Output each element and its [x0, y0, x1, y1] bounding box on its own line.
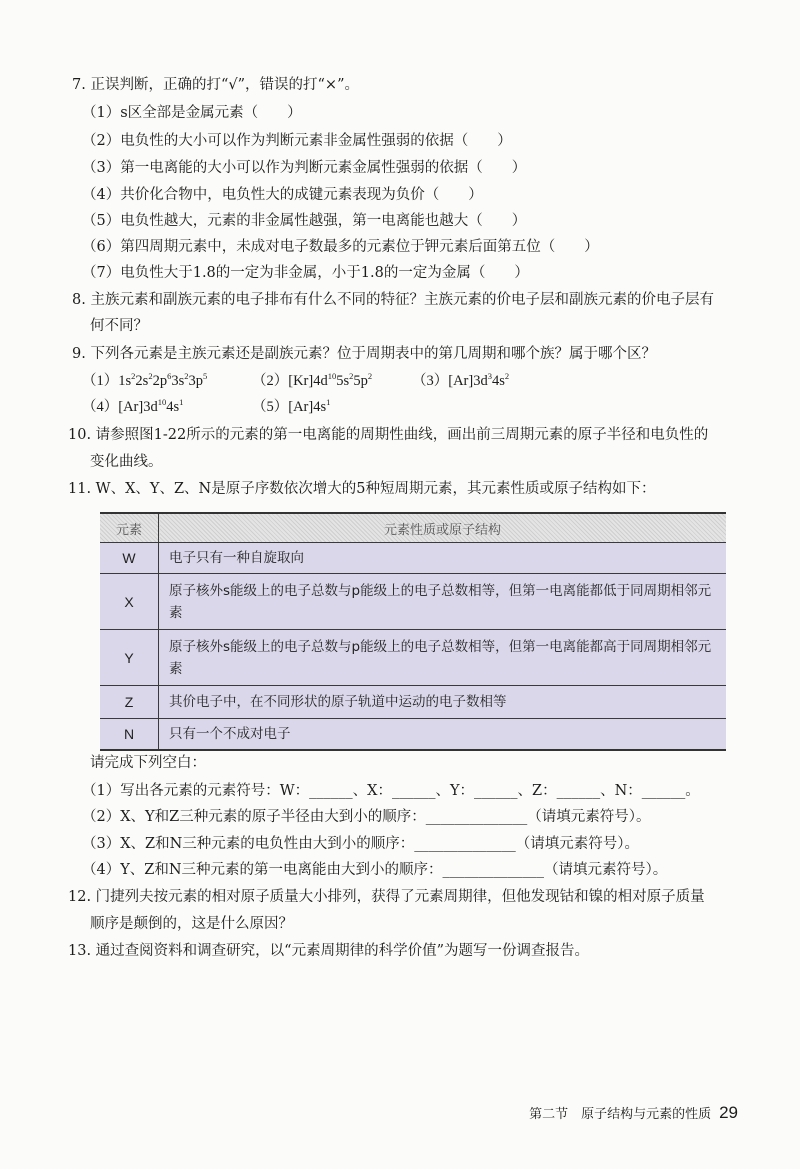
table-row: [100, 719, 726, 751]
config-label: （5）: [252, 399, 289, 415]
question-13: 13. 通过查阅资料和调查研究，以“元素周期律的科学价值”为题写一份调查报告。: [68, 943, 589, 959]
question-7-title: 7. 正误判断，正确的打“√”，错误的打“×”。: [72, 77, 359, 93]
element-description: 原子核外s能级上的电子总数与p能级上的电子总数相等，但第一电离能都高于同周期相邻元素: [159, 630, 727, 686]
question-7-item-3: （3）第一电离能的大小可以作为判断元素金属性强弱的依据（ ）: [82, 160, 527, 176]
question-7-item-5: （5）电负性越大，元素的非金属性越强，第一电离能也越大（ ）: [82, 213, 527, 229]
config-label: （4）: [82, 399, 119, 415]
question-8-line-2: 何不同？: [90, 318, 148, 334]
element-description: 其价电子中，在不同形状的原子轨道中运动的电子数相等: [159, 686, 727, 719]
table-row: [100, 686, 726, 719]
table-header-element: 元素: [100, 513, 159, 543]
config-3: $(3)[Ar]3d^34s^2$: [412, 371, 510, 389]
config-label: （1）: [82, 373, 119, 389]
question-11-blank-1: （1）写出各元素的元素符号：W：______、X：______、Y：______、Z：______、N：______。: [82, 783, 700, 799]
page-footer: [529, 1103, 738, 1123]
element-symbol: X: [100, 574, 159, 630]
table-row: [100, 574, 726, 630]
page-number: 29: [719, 1103, 738, 1122]
element-description: 原子核外s能级上的电子总数与p能级上的电子总数相等，但第一电离能都低于同周期相邻元素: [159, 574, 727, 630]
config-1: $(1)1s^22s^22p^63s^23p^5$: [82, 371, 208, 389]
element-symbol: Z: [100, 686, 159, 719]
config-2: $(2)[Kr]4d^{10}5s^25p^2$: [252, 371, 373, 389]
question-12-line-2: 顺序是颠倒的，这是什么原因？: [90, 916, 293, 932]
section-title: 第二节 原子结构与元素的性质: [529, 1107, 712, 1122]
question-7-item-7: （7）电负性大于1.8的一定为非金属，小于1.8的一定为金属（ ）: [82, 265, 529, 281]
element-description: 电子只有一种自旋取向: [159, 543, 727, 574]
question-8-line-1: 8. 主族元素和副族元素的电子排布有什么不同的特征？主族元素的价电子层和副族元素的价电子层有: [72, 292, 714, 308]
question-9-title: 9. 下列各元素是主族元素还是副族元素？位于周期表中的第几周期和哪个族？属于哪个区？: [72, 346, 656, 362]
element-description: 只有一个不成对电子: [159, 719, 727, 751]
question-7-item-6: （6）第四周期元素中，未成对电子数最多的元素位于钾元素后面第五位（ ）: [82, 239, 599, 255]
question-11-blank-2: （2）X、Y和Z三种元素的原子半径由大到小的顺序：______________（请填元素符号）。: [82, 809, 651, 825]
question-7-item-4: （4）共价化合物中，电负性大的成键元素表现为负价（ ）: [82, 187, 483, 203]
question-11-blank-4: （4）Y、Z和N三种元素的第一电离能由大到小的顺序：______________（请填元素符号）。: [82, 862, 668, 878]
table-row: [100, 630, 726, 686]
table-row: [100, 543, 726, 574]
config-4: $(4)[Ar]3d^{10}4s^1$: [82, 397, 184, 415]
question-10-line-2: 变化曲线。: [90, 454, 163, 470]
table-header-properties: 元素性质或原子结构: [159, 513, 727, 543]
question-10-line-1: 10. 请参照图1-22所示的元素的第一电离能的周期性曲线，画出前三周期元素的原子半径和电负性的: [68, 427, 709, 443]
question-12-line-1: 12. 门捷列夫按元素的相对原子质量大小排列，获得了元素周期律，但他发现钴和镍的相对原子质量: [68, 889, 705, 905]
config-label: （2）: [252, 373, 289, 389]
element-symbol: Y: [100, 630, 159, 686]
config-label: （3）: [412, 373, 449, 389]
question-7-item-2: （2）电负性的大小可以作为判断元素非金属性强弱的依据（ ）: [82, 133, 512, 149]
question-11-blank-3: （3）X、Z和N三种元素的电负性由大到小的顺序：______________（请填元素符号）。: [82, 836, 640, 852]
question-11-prompt: 请完成下列空白：: [90, 755, 206, 771]
element-properties-table: [100, 512, 726, 751]
element-symbol: N: [100, 719, 159, 751]
question-11-title: 11. W、X、Y、Z、N是原子序数依次增大的5种短周期元素，其元素性质或原子结构如下：: [68, 481, 656, 497]
config-5: $(5)[Ar]4s^1$: [252, 397, 331, 415]
question-7-item-1: （1）s区全部是金属元素（ ）: [82, 105, 302, 121]
element-symbol: W: [100, 543, 159, 574]
